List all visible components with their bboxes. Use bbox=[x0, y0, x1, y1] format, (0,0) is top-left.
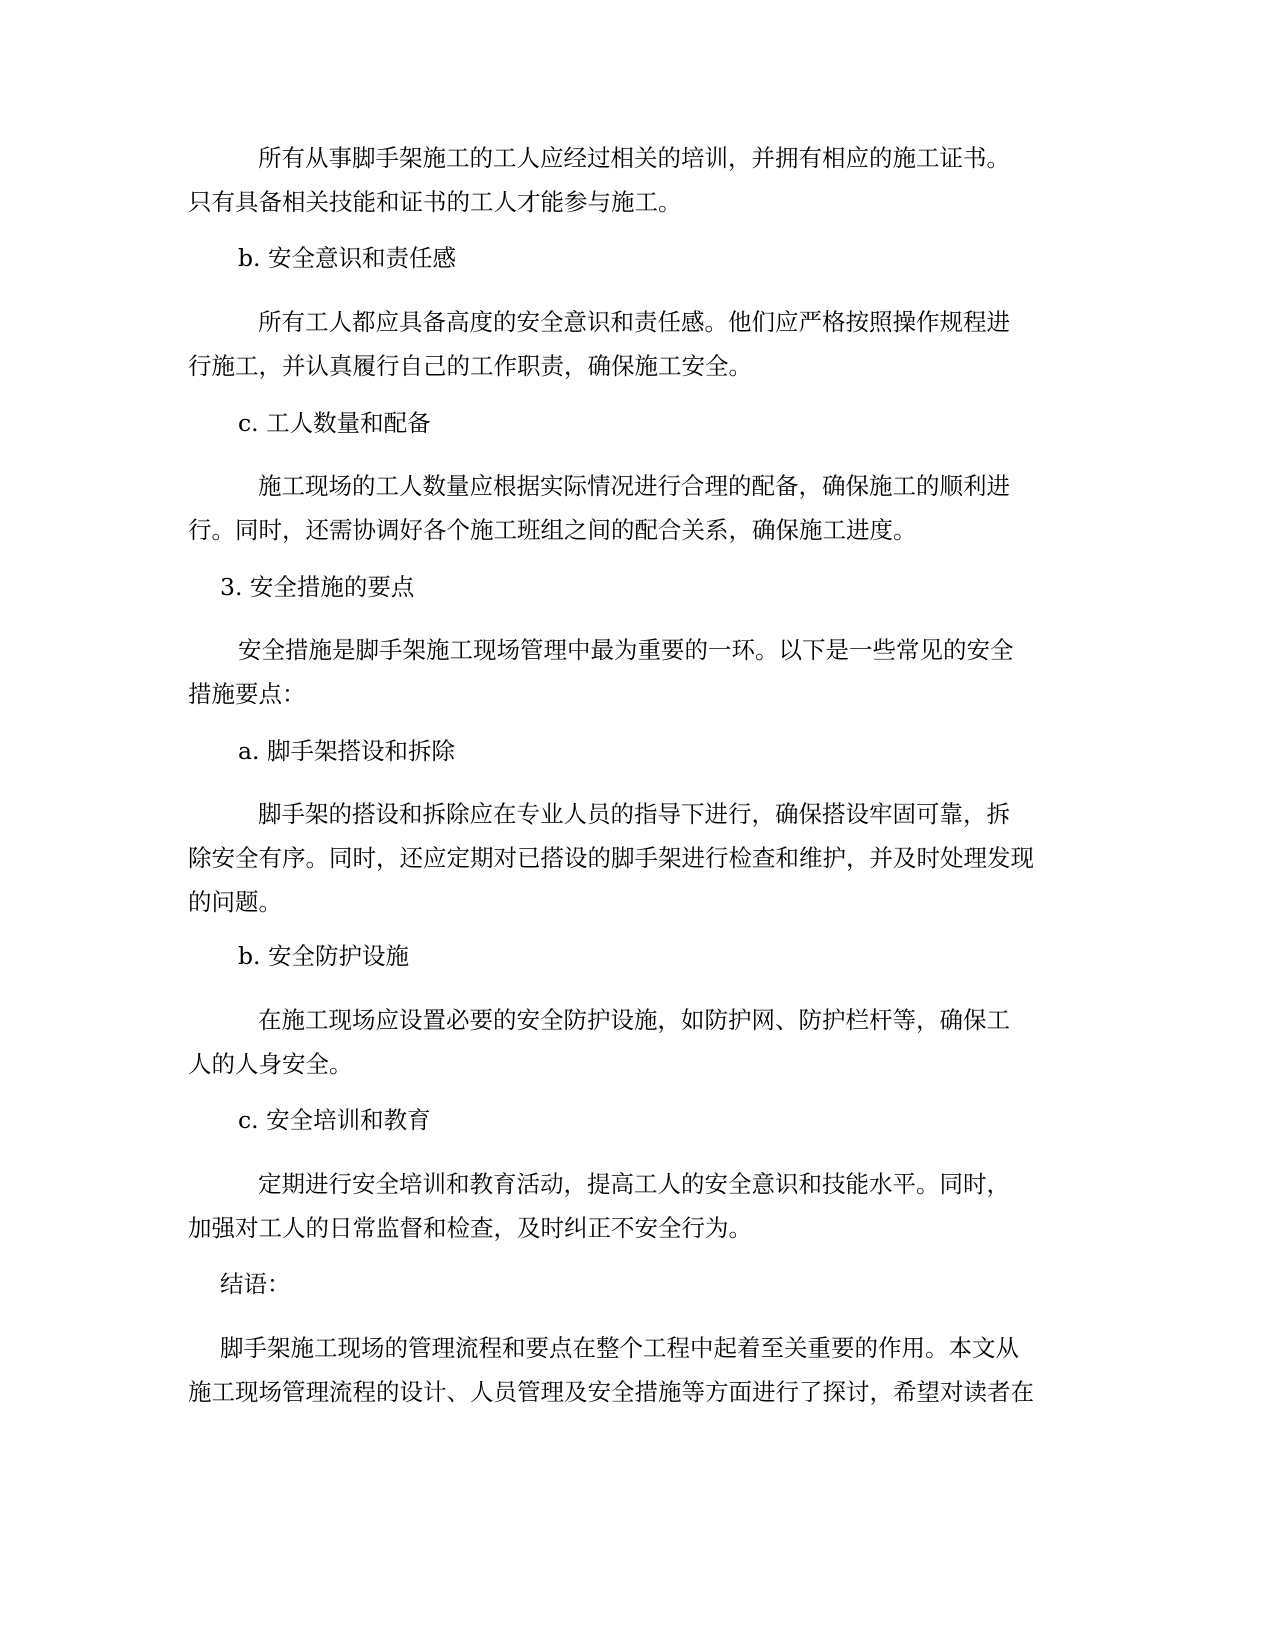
paragraph-line: 只有具备相关技能和证书的工人才能参与施工。 bbox=[188, 188, 682, 216]
sub-heading bbox=[188, 1098, 1088, 1142]
paragraph-line: 在施工现场应设置必要的安全防护设施，如防护网、防护栏杆等，确保工 bbox=[258, 1006, 1010, 1034]
paragraph bbox=[188, 464, 1088, 552]
paragraph-line: 措施要点： bbox=[188, 680, 306, 708]
sub-heading-text: b. 安全防护设施 bbox=[238, 942, 409, 970]
sub-heading bbox=[188, 401, 1088, 445]
paragraph-line: 的问题。 bbox=[188, 888, 282, 916]
paragraph-line: 施工现场的工人数量应根据实际情况进行合理的配备，确保施工的顺利进 bbox=[258, 472, 1010, 500]
section-heading bbox=[188, 565, 1088, 609]
paragraph bbox=[188, 136, 1088, 224]
paragraph-line: 所有从事脚手架施工的工人应经过相关的培训，并拥有相应的施工证书。 bbox=[258, 144, 1010, 172]
paragraph bbox=[188, 300, 1088, 388]
paragraph-line: 定期进行安全培训和教育活动，提高工人的安全意识和技能水平。同时， bbox=[258, 1170, 1010, 1198]
paragraph-line: 人的人身安全。 bbox=[188, 1050, 353, 1078]
paragraph-line: 安全措施是脚手架施工现场管理中最为重要的一环。以下是一些常见的安全 bbox=[238, 636, 1014, 664]
paragraph-line: 脚手架的搭设和拆除应在专业人员的指导下进行，确保搭设牢固可靠，拆 bbox=[258, 800, 1010, 828]
sub-heading-text: b. 安全意识和责任感 bbox=[238, 244, 456, 272]
sub-heading bbox=[188, 934, 1088, 978]
sub-heading bbox=[188, 729, 1088, 773]
paragraph bbox=[188, 1326, 1088, 1414]
paragraph-line: 施工现场管理流程的设计、人员管理及安全措施等方面进行了探讨，希望对读者在 bbox=[188, 1378, 1034, 1406]
paragraph bbox=[188, 628, 1088, 716]
paragraph-line: 行。同时，还需协调好各个施工班组之间的配合关系，确保施工进度。 bbox=[188, 516, 917, 544]
paragraph-line: 行施工，并认真履行自己的工作职责，确保施工安全。 bbox=[188, 352, 752, 380]
section-heading-text: 结语： bbox=[220, 1270, 291, 1298]
sub-heading bbox=[188, 236, 1088, 280]
paragraph-line: 除安全有序。同时，还应定期对已搭设的脚手架进行检查和维护，并及时处理发现 bbox=[188, 844, 1034, 872]
paragraph-line: 加强对工人的日常监督和检查，及时纠正不安全行为。 bbox=[188, 1214, 752, 1242]
sub-heading-text: c. 工人数量和配备 bbox=[238, 409, 431, 437]
paragraph bbox=[188, 1162, 1088, 1250]
section-heading bbox=[188, 1262, 1088, 1306]
sub-heading-text: c. 安全培训和教育 bbox=[238, 1106, 431, 1134]
paragraph-line: 所有工人都应具备高度的安全意识和责任感。他们应严格按照操作规程进 bbox=[258, 308, 1010, 336]
paragraph bbox=[188, 792, 1088, 924]
sub-heading-text: a. 脚手架搭设和拆除 bbox=[238, 737, 455, 765]
paragraph bbox=[188, 998, 1088, 1086]
paragraph-line: 脚手架施工现场的管理流程和要点在整个工程中起着至关重要的作用。本文从 bbox=[220, 1334, 1019, 1362]
section-heading-text: 3. 安全措施的要点 bbox=[220, 573, 415, 601]
